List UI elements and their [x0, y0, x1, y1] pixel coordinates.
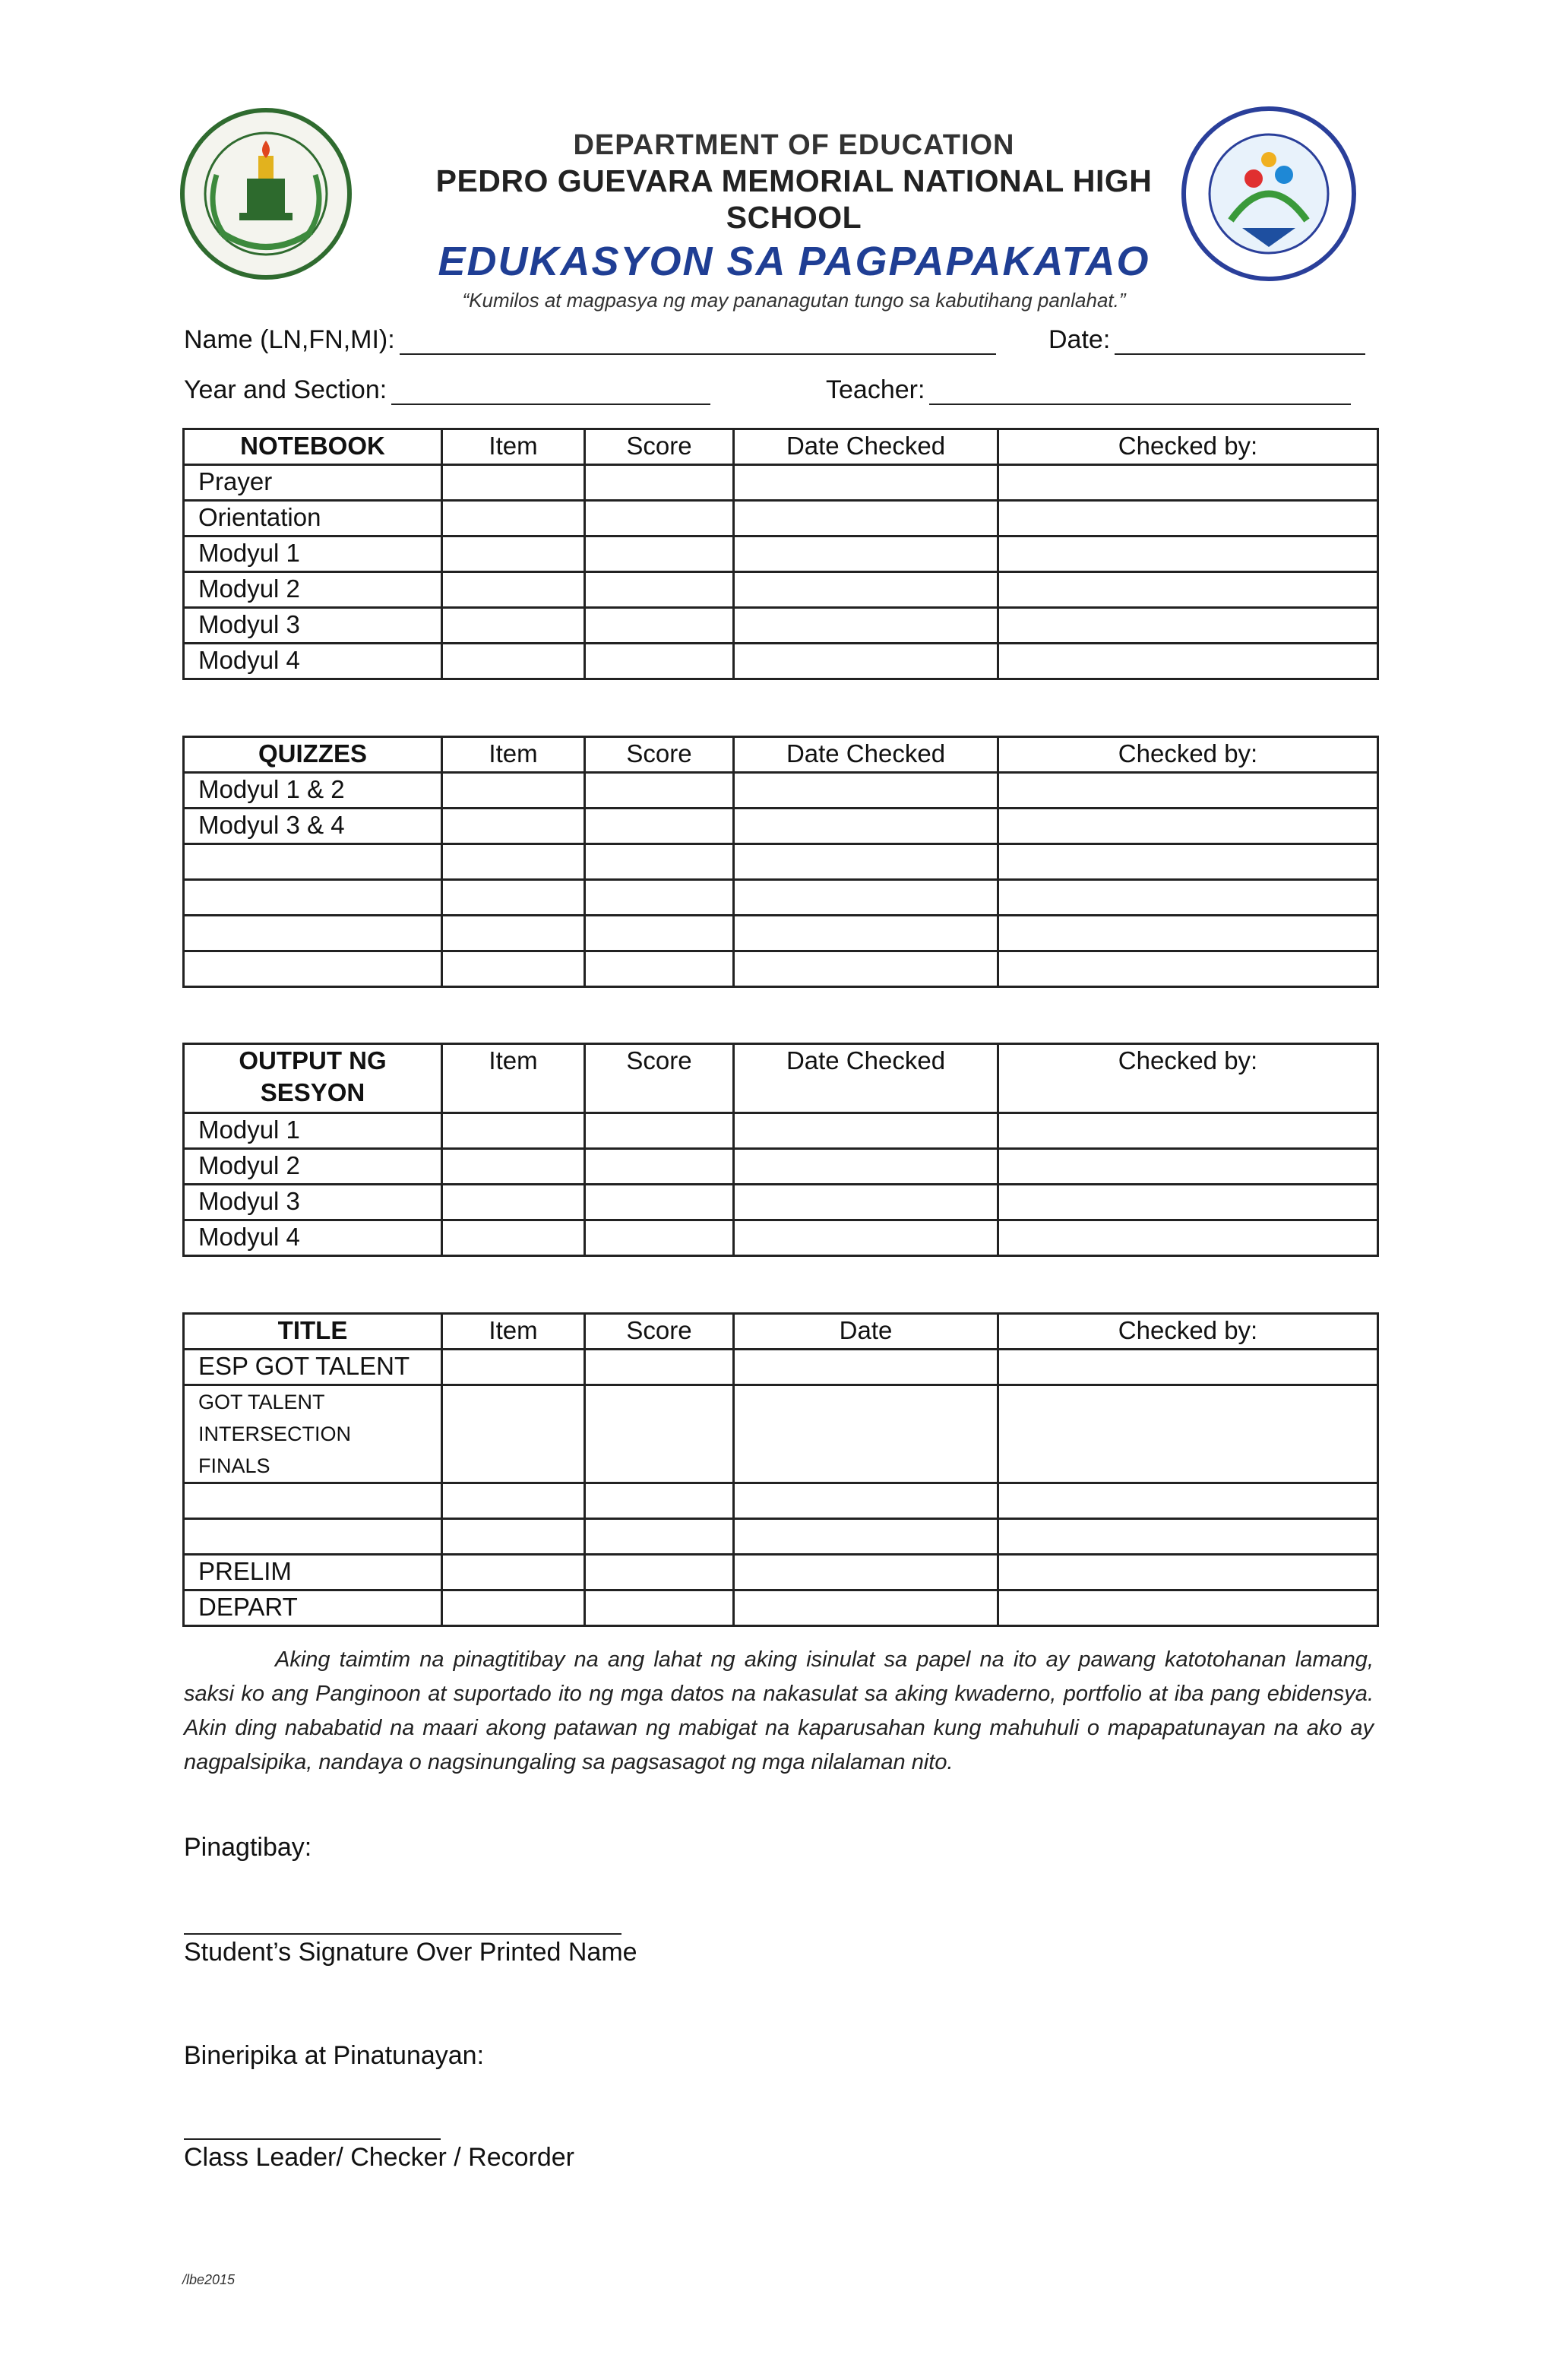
item-cell[interactable]	[442, 844, 585, 880]
table-row	[184, 608, 1378, 644]
row-label: DEPART	[184, 1590, 442, 1626]
row-label: PRELIM	[184, 1555, 442, 1590]
table-row	[184, 844, 1378, 880]
score-cell[interactable]	[585, 572, 734, 608]
name-field[interactable]	[184, 325, 996, 355]
item-cell[interactable]	[442, 1519, 585, 1555]
date-cell[interactable]	[734, 501, 998, 536]
date-cell[interactable]	[734, 1385, 998, 1483]
checked-by-cell[interactable]	[998, 608, 1378, 644]
date-cell[interactable]	[734, 572, 998, 608]
row-label: GOT TALENT INTERSECTION FINALS	[184, 1385, 442, 1483]
date-cell[interactable]	[734, 1220, 998, 1256]
row-label: Modyul 3 & 4	[184, 809, 442, 844]
checked-by-header: Checked by:	[998, 737, 1378, 773]
checked-by-cell[interactable]	[998, 809, 1378, 844]
checked-by-cell[interactable]	[998, 465, 1378, 501]
date-checked-header: Date Checked	[734, 429, 998, 465]
footer-note: /lbe2015	[182, 2272, 236, 2287]
date-checked-header: Date Checked	[734, 1044, 998, 1113]
item-header: Item	[442, 1044, 585, 1113]
item-cell[interactable]	[442, 916, 585, 951]
year-section-label: Year and Section:	[184, 375, 387, 404]
row-label: Modyul 3	[184, 1185, 442, 1220]
score-cell[interactable]	[585, 1350, 734, 1385]
pinagtibay-label: Pinagtibay:	[184, 1833, 312, 1862]
row-label[interactable]	[184, 1483, 442, 1519]
table-row	[184, 1519, 1378, 1555]
score-cell[interactable]	[585, 916, 734, 951]
row-label: Modyul 2	[184, 1149, 442, 1185]
school-name: PEDRO GUEVARA MEMORIAL NATIONAL HIGH SCHOOL	[435, 163, 1153, 235]
teacher-label: Teacher:	[826, 375, 925, 404]
output-header: OUTPUT NG SESYON	[184, 1044, 442, 1113]
motto: “Kumilos at magpasya ng may pananagutan tungo sa kabutihang panlahat.”	[462, 289, 1126, 312]
item-cell[interactable]	[442, 536, 585, 572]
school-seal-icon	[175, 99, 357, 289]
score-cell[interactable]	[585, 1220, 734, 1256]
table-row	[184, 1555, 1378, 1590]
table-row	[184, 1185, 1378, 1220]
row-label[interactable]	[184, 1519, 442, 1555]
checked-by-cell[interactable]	[998, 1555, 1378, 1590]
table-row	[184, 1350, 1378, 1385]
checked-by-cell[interactable]	[998, 1350, 1378, 1385]
score-cell[interactable]	[585, 809, 734, 844]
item-cell[interactable]	[442, 1483, 585, 1519]
date-cell[interactable]	[734, 1483, 998, 1519]
date-cell[interactable]	[734, 536, 998, 572]
checked-by-cell[interactable]	[998, 916, 1378, 951]
date-cell[interactable]	[734, 880, 998, 916]
date-label: Date:	[1048, 325, 1111, 354]
score-cell[interactable]	[585, 1590, 734, 1626]
item-cell[interactable]	[442, 465, 585, 501]
date-cell[interactable]	[734, 608, 998, 644]
checked-by-header: Checked by:	[998, 429, 1378, 465]
checked-by-header: Checked by:	[998, 1044, 1378, 1113]
score-cell[interactable]	[585, 1385, 734, 1483]
row-label[interactable]	[184, 916, 442, 951]
table-row	[184, 501, 1378, 536]
item-header: Item	[442, 429, 585, 465]
affirmation-text: Aking taimtim na pinagtitibay na ang lahat ng aking isinulat sa papel na ito ay pawang katotohanan lamang, saksi ko ang Panginoon at suportado ito ng mga datos na nakasulat sa aking kwaderno, portfolio at iba pang ebidensya. Akin ding nababatid na maari akong patawan ng mabigat na kaparusahan kung mahuhuli o mapapatunayan na ako ay nagpalsipika, nandaya o nagsinungaling sa pagsasagot ng mga nilalaman nito.	[184, 1647, 1374, 1774]
table-header-row	[184, 737, 1378, 773]
leader-signature-line[interactable]	[184, 2137, 441, 2140]
score-cell[interactable]	[585, 1483, 734, 1519]
section-teacher-row	[184, 375, 1377, 413]
teacher-line[interactable]	[929, 378, 1351, 405]
quizzes-header: QUIZZES	[184, 737, 442, 773]
item-cell[interactable]	[442, 501, 585, 536]
row-label[interactable]	[184, 844, 442, 880]
table-row	[184, 880, 1378, 916]
row-label: Modyul 3	[184, 608, 442, 644]
score-cell[interactable]	[585, 880, 734, 916]
table-row	[184, 536, 1378, 572]
letterhead	[175, 99, 1360, 312]
date-cell[interactable]	[734, 773, 998, 809]
table-row	[184, 773, 1378, 809]
esp-seal-icon	[1178, 99, 1360, 289]
date-cell[interactable]	[734, 1149, 998, 1185]
row-label: Orientation	[184, 501, 442, 536]
table-row	[184, 1590, 1378, 1626]
year-section-field[interactable]	[184, 375, 710, 405]
table-row	[184, 1220, 1378, 1256]
checked-by-cell[interactable]	[998, 1385, 1378, 1483]
student-signature-label: Student’s Signature Over Printed Name	[184, 1938, 637, 1967]
title-header: TITLE	[184, 1314, 442, 1350]
checked-by-cell[interactable]	[998, 1220, 1378, 1256]
bineripika-label: Bineripika at Pinatunayan:	[184, 2041, 485, 2070]
score-cell[interactable]	[585, 465, 734, 501]
item-cell[interactable]	[442, 1555, 585, 1590]
checked-by-cell[interactable]	[998, 536, 1378, 572]
date-header: Date	[734, 1314, 998, 1350]
score-cell[interactable]	[585, 773, 734, 809]
checked-by-header: Checked by:	[998, 1314, 1378, 1350]
name-label: Name (LN,FN,MI):	[184, 325, 395, 354]
item-cell[interactable]	[442, 880, 585, 916]
item-cell[interactable]	[442, 773, 585, 809]
row-label: Modyul 4	[184, 644, 442, 679]
year-section-line[interactable]	[391, 378, 710, 405]
title-table	[182, 1312, 1379, 1627]
item-cell[interactable]	[442, 1590, 585, 1626]
item-cell[interactable]	[442, 1350, 585, 1385]
date-cell[interactable]	[734, 1185, 998, 1220]
date-checked-header: Date Checked	[734, 737, 998, 773]
teacher-field[interactable]	[826, 375, 1351, 405]
table-row	[184, 1483, 1378, 1519]
item-cell[interactable]	[442, 1149, 585, 1185]
checked-by-cell[interactable]	[998, 572, 1378, 608]
table-row	[184, 644, 1378, 679]
score-header: Score	[585, 1044, 734, 1113]
date-cell[interactable]	[734, 465, 998, 501]
checked-by-cell[interactable]	[998, 1113, 1378, 1149]
date-cell[interactable]	[734, 844, 998, 880]
date-cell[interactable]	[734, 1113, 998, 1149]
notebook-table	[182, 428, 1379, 680]
date-cell[interactable]	[734, 644, 998, 679]
score-cell[interactable]	[585, 951, 734, 987]
item-cell[interactable]	[442, 608, 585, 644]
date-cell[interactable]	[734, 916, 998, 951]
letterhead-text	[425, 128, 1162, 313]
date-cell[interactable]	[734, 1350, 998, 1385]
date-cell[interactable]	[734, 1555, 998, 1590]
date-cell[interactable]	[734, 809, 998, 844]
table-header-row	[184, 1314, 1378, 1350]
score-cell[interactable]	[585, 1149, 734, 1185]
item-header: Item	[442, 737, 585, 773]
checked-by-cell[interactable]	[998, 773, 1378, 809]
checked-by-cell[interactable]	[998, 1590, 1378, 1626]
item-cell[interactable]	[442, 809, 585, 844]
checked-by-cell[interactable]	[998, 1149, 1378, 1185]
notebook-header: NOTEBOOK	[184, 429, 442, 465]
table-header-row	[184, 429, 1378, 465]
row-label: ESP GOT TALENT	[184, 1350, 442, 1385]
checked-by-cell[interactable]	[998, 501, 1378, 536]
score-cell[interactable]	[585, 501, 734, 536]
row-label[interactable]	[184, 951, 442, 987]
department-name: DEPARTMENT OF EDUCATION	[573, 129, 1015, 161]
score-header: Score	[585, 737, 734, 773]
name-date-row	[184, 325, 1377, 363]
date-field[interactable]	[1048, 325, 1365, 355]
row-label: Modyul 1 & 2	[184, 773, 442, 809]
score-header: Score	[585, 1314, 734, 1350]
table-row	[184, 1385, 1378, 1483]
item-header: Item	[442, 1314, 585, 1350]
score-header: Score	[585, 429, 734, 465]
checked-by-cell[interactable]	[998, 844, 1378, 880]
table-row	[184, 809, 1378, 844]
table-header-row	[184, 1044, 1378, 1113]
table-row	[184, 951, 1378, 987]
row-label: Modyul 4	[184, 1220, 442, 1256]
item-cell[interactable]	[442, 1385, 585, 1483]
table-row	[184, 1113, 1378, 1149]
quizzes-table	[182, 736, 1379, 988]
item-cell[interactable]	[442, 1185, 585, 1220]
score-cell[interactable]	[585, 1519, 734, 1555]
score-cell[interactable]	[585, 644, 734, 679]
student-signature-line[interactable]	[184, 1932, 621, 1935]
date-line[interactable]	[1115, 328, 1365, 355]
row-label[interactable]	[184, 880, 442, 916]
item-cell[interactable]	[442, 1113, 585, 1149]
date-cell[interactable]	[734, 1590, 998, 1626]
table-row	[184, 465, 1378, 501]
checked-by-cell[interactable]	[998, 1483, 1378, 1519]
checked-by-cell[interactable]	[998, 1185, 1378, 1220]
subject-title: EDUKASYON SA PAGPAPAKATAO	[438, 239, 1150, 284]
checked-by-cell[interactable]	[998, 951, 1378, 987]
checked-by-cell[interactable]	[998, 1519, 1378, 1555]
date-cell[interactable]	[734, 1519, 998, 1555]
date-cell[interactable]	[734, 951, 998, 987]
row-label: Modyul 2	[184, 572, 442, 608]
name-line[interactable]	[400, 328, 996, 355]
score-cell[interactable]	[585, 1113, 734, 1149]
checked-by-cell[interactable]	[998, 880, 1378, 916]
row-label: Modyul 1	[184, 1113, 442, 1149]
score-cell[interactable]	[585, 1555, 734, 1590]
table-row	[184, 1149, 1378, 1185]
table-row	[184, 916, 1378, 951]
item-cell[interactable]	[442, 951, 585, 987]
row-label: Modyul 1	[184, 536, 442, 572]
row-label: Prayer	[184, 465, 442, 501]
score-cell[interactable]	[585, 1185, 734, 1220]
score-cell[interactable]	[585, 536, 734, 572]
score-cell[interactable]	[585, 844, 734, 880]
item-cell[interactable]	[442, 572, 585, 608]
item-cell[interactable]	[442, 644, 585, 679]
checked-by-cell[interactable]	[998, 644, 1378, 679]
score-cell[interactable]	[585, 608, 734, 644]
leader-signature-label: Class Leader/ Checker / Recorder	[184, 2143, 575, 2172]
item-cell[interactable]	[442, 1220, 585, 1256]
output-table	[182, 1043, 1379, 1257]
table-row	[184, 572, 1378, 608]
